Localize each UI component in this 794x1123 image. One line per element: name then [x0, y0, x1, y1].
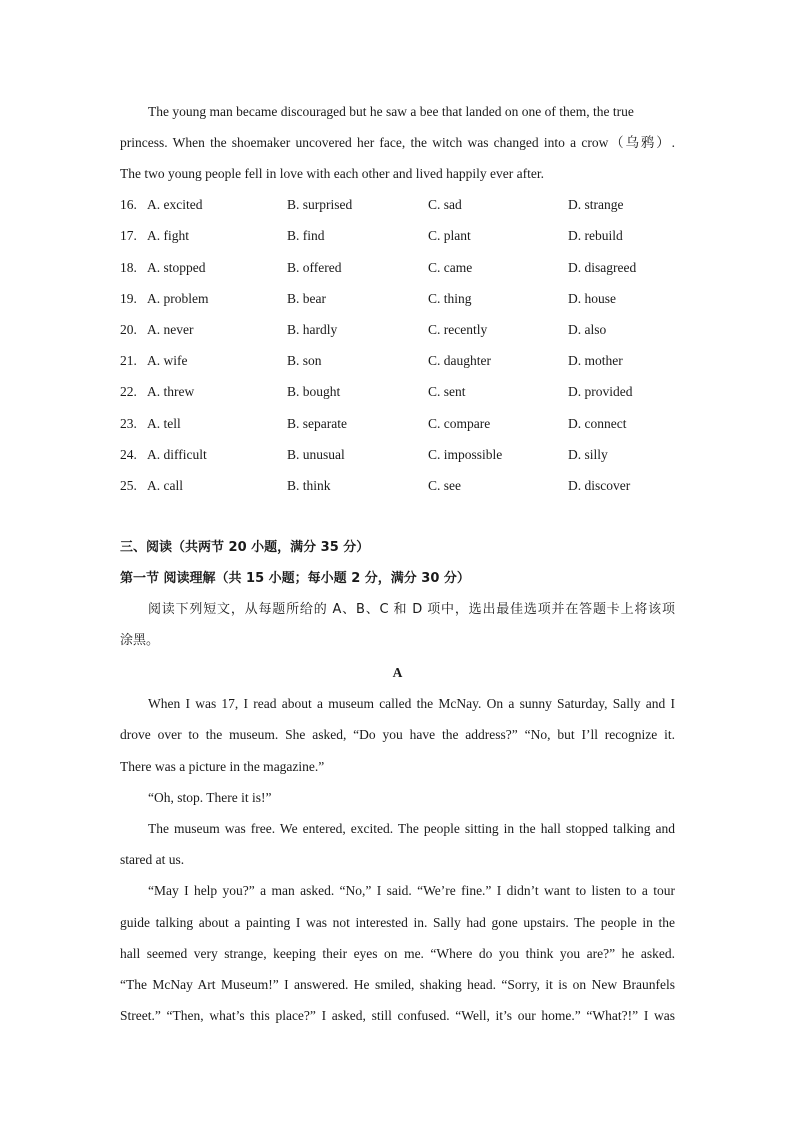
question-number: 22.	[120, 384, 137, 399]
option-b: B. find	[287, 228, 325, 243]
question-number: 25.	[120, 478, 137, 493]
option-a: A. excited	[147, 197, 203, 212]
section-title: 三、阅读（共两节 20 小题，满分 35 分）	[120, 540, 370, 555]
story-line-3: The two young people fell in love with each other and lived happily ever after.	[120, 166, 544, 181]
question-row	[120, 195, 675, 215]
option-b: B. think	[287, 478, 331, 493]
option-c: C. recently	[428, 322, 488, 337]
option-b: B. surprised	[287, 197, 353, 212]
passage-line: guide talking about a painting I was not interested in. Sally had gone upstairs. The people in the	[120, 915, 675, 930]
story-line-1: The young man became discouraged but he saw a bee that landed on one of them, the true	[148, 104, 634, 119]
option-d: D. disagreed	[568, 260, 637, 275]
question-number: 17.	[120, 228, 137, 243]
question-number: 18.	[120, 260, 137, 275]
question-number: 19.	[120, 291, 137, 306]
option-c: C. daughter	[428, 353, 491, 368]
option-b: B. hardly	[287, 322, 338, 337]
option-a: A. tell	[147, 416, 181, 431]
option-b: B. bear	[287, 291, 326, 306]
question-row	[120, 414, 675, 434]
question-number: 24.	[120, 447, 137, 462]
option-d: D. rebuild	[568, 228, 623, 243]
option-d: D. provided	[568, 384, 633, 399]
passage-line: hall seemed very strange, keeping their eyes on me. “Where do you think you are?” he asked.	[120, 946, 675, 961]
passage-line: “Oh, stop. There it is!”	[148, 790, 272, 805]
instructions-line-2: 涂黑。	[120, 633, 160, 648]
subsection-title: 第一节 阅读理解（共 15 小题；每小题 2 分，满分 30 分）	[120, 571, 470, 586]
option-c: C. sent	[428, 384, 466, 399]
option-c: C. thing	[428, 291, 472, 306]
option-c: C. came	[428, 260, 473, 275]
option-b: B. offered	[287, 260, 342, 275]
option-b: B. son	[287, 353, 322, 368]
question-row	[120, 320, 675, 340]
option-b: B. unusual	[287, 447, 345, 462]
passage-line: drove over to the museum. She asked, “Do you have the address?” “No, but I’ll recognize it.	[120, 727, 675, 742]
question-row	[120, 351, 675, 371]
instructions-line-1: 阅读下列短文，从每题所给的 A、B、C 和 D 项中，选出最佳选项并在答题卡上将该项	[148, 602, 675, 617]
option-a: A. problem	[147, 291, 209, 306]
option-c: C. plant	[428, 228, 471, 243]
question-row	[120, 445, 675, 465]
question-number: 21.	[120, 353, 137, 368]
option-b: B. separate	[287, 416, 347, 431]
option-c: C. compare	[428, 416, 491, 431]
option-a: A. wife	[147, 353, 188, 368]
passage-line: The museum was free. We entered, excited. The people sitting in the hall stopped talking and	[148, 821, 675, 836]
option-d: D. silly	[568, 447, 608, 462]
option-d: D. discover	[568, 478, 631, 493]
question-row	[120, 289, 675, 309]
option-d: D. mother	[568, 353, 623, 368]
passage-line: When I was 17, I read about a museum called the McNay. On a sunny Saturday, Sally and I	[148, 696, 675, 711]
passage-line: There was a picture in the magazine.”	[120, 759, 325, 774]
passage-line: stared at us.	[120, 852, 185, 867]
option-a: A. threw	[147, 384, 195, 399]
option-a: A. never	[147, 322, 194, 337]
option-d: D. house	[568, 291, 616, 306]
option-d: D. also	[568, 322, 607, 337]
option-a: A. difficult	[147, 447, 207, 462]
passage-line: Street.” “Then, what’s this place?” I asked, still confused. “Well, it’s our home.” “What?!” I was	[120, 1008, 675, 1023]
passage-line: “May I help you?” a man asked. “No,” I said. “We’re fine.” I didn’t want to listen to a tour	[148, 883, 675, 898]
option-c: C. see	[428, 478, 461, 493]
question-number: 23.	[120, 416, 137, 431]
question-row	[120, 476, 675, 496]
question-row	[120, 258, 675, 278]
question-number: 20.	[120, 322, 137, 337]
option-a: A. fight	[147, 228, 189, 243]
option-d: D. strange	[568, 197, 624, 212]
option-c: C. impossible	[428, 447, 503, 462]
story-line-2: princess. When the shoemaker uncovered her face, the witch was changed into a crow（乌鸦）.	[120, 135, 675, 150]
passage-label: A	[392, 665, 403, 680]
question-number: 16.	[120, 197, 137, 212]
question-row	[120, 226, 675, 246]
question-row	[120, 382, 675, 402]
option-a: A. stopped	[147, 260, 206, 275]
option-a: A. call	[147, 478, 183, 493]
option-b: B. bought	[287, 384, 341, 399]
passage-line: “The McNay Art Museum!” I answered. He smiled, shaking head. “Sorry, it is on New Braunfels	[120, 977, 675, 992]
option-c: C. sad	[428, 197, 462, 212]
option-d: D. connect	[568, 416, 627, 431]
